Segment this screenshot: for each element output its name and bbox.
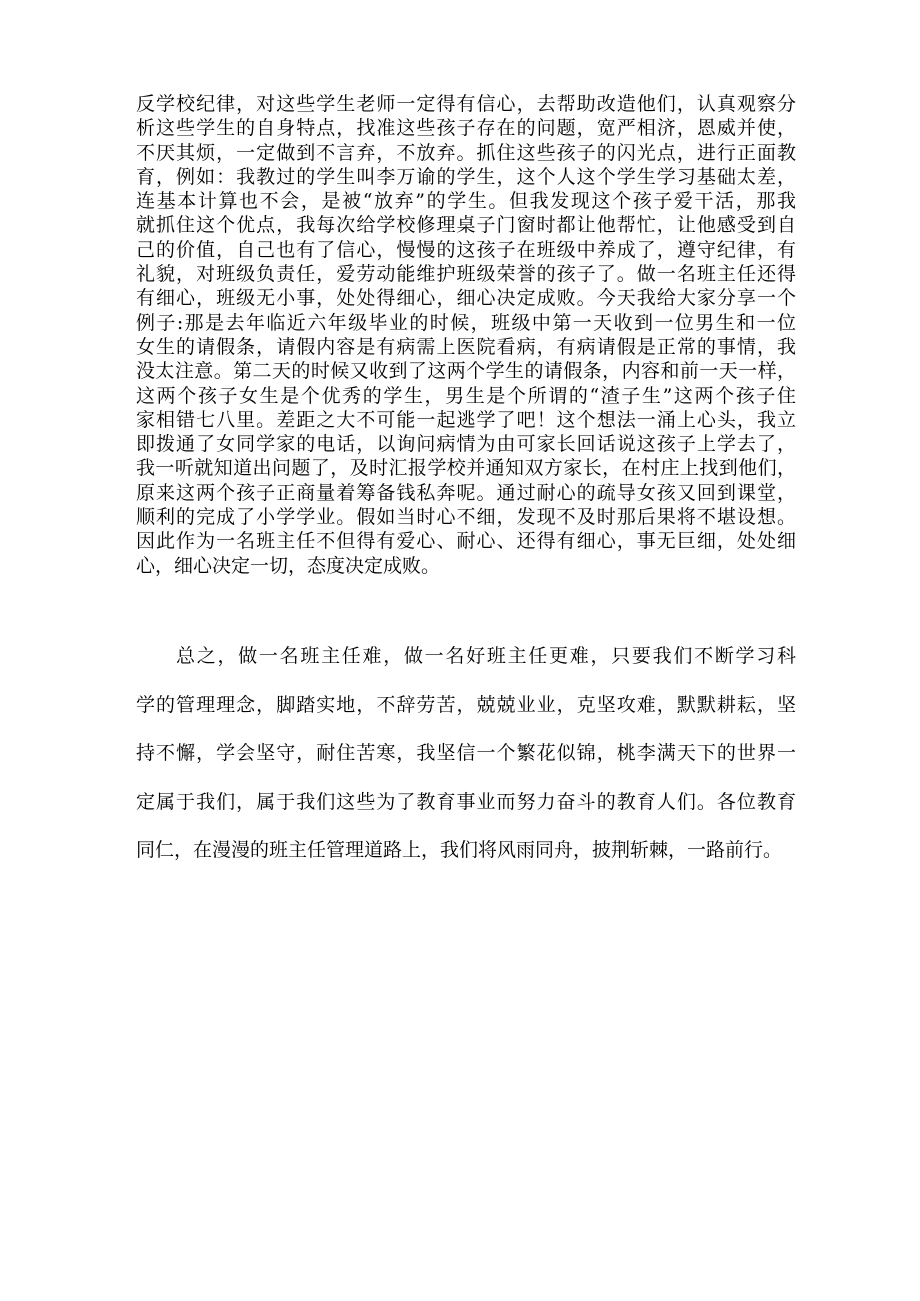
paragraph-1 [136, 92, 796, 578]
text-line: 就抓住这个优点，我每次给学校修理桌子门窗时都让他帮忙，让他感受到自 [136, 214, 796, 237]
text-line: 定属于我们，属于我们这些为了教育事业而努力奋斗的教育人们。各位教育 [136, 790, 796, 813]
text-line: 同仁，在漫漫的班主任管理道路上，我们将风雨同舟，披荆斩棘，一路前行。 [136, 839, 783, 861]
text-line: 己的价值，自己也有了信心，慢慢的这孩子在班级中养成了，遵守纪律，有 [136, 238, 796, 261]
text-line: 这两个孩子女生是个优秀的学生，男生是个所谓的“渣子生”这两个孩子住 [136, 384, 796, 407]
text-line: 持不懈，学会坚守，耐住苦寒，我坚信一个繁花似锦，桃李满天下的世界一 [136, 742, 796, 764]
text-line: 家相错七八里。差距之大不可能一起逃学了吧！这个想法一涌上心头，我立 [136, 408, 796, 431]
text-line: 原来这两个孩子正商量着筹备钱私奔呢。通过耐心的疏导女孩又回到课堂， [136, 481, 796, 504]
text-line: 总之，做一名班主任难，做一名好班主任更难，只要我们不断学习科 [176, 645, 796, 667]
text-line: 反学校纪律，对这些学生老师一定得有信心，去帮助改造他们，认真观察分 [136, 93, 796, 115]
text-line: 因此作为一名班主任不但得有爱心、耐心、还得有细心，事无巨细，处处细 [136, 530, 796, 553]
text-line: 学的管理理念，脚踏实地，不辞劳苦，兢兢业业，克坚攻难，默默耕耘，坚 [136, 693, 796, 716]
text-line: 心，细心决定一切，态度决定成败。 [136, 554, 441, 577]
text-line: 没太注意。第二天的时候又收到了这两个学生的请假条，内容和前一天一样， [136, 360, 796, 383]
text-line: 礼貌，对班级负责任，爱劳动能维护班级荣誉的孩子了。做一名班主任还得 [136, 263, 796, 286]
text-line: 析这些学生的自身特点，找准这些孩子存在的问题，宽严相济，恩威并使， [136, 117, 796, 140]
text-line: 例子:那是去年临近六年级毕业的时候，班级中第一天收到一位男生和一位 [136, 311, 796, 334]
text-line: 不厌其烦，一定做到不言弃，不放弃。抓住这些孩子的闪光点，进行正面教 [136, 141, 796, 164]
text-line: 女生的请假条，请假内容是有病需上医院看病，有病请假是正常的事情，我 [136, 335, 796, 358]
text-line: 顺利的完成了小学学业。假如当时心不细，发现不及时那后果将不堪设想。 [136, 506, 796, 529]
text-line: 连基本计算也不会，是被“放弃”的学生。但我发现这个孩子爱干活，那我 [136, 190, 796, 213]
text-line: 育，例如：我教过的学生叫李万谕的学生，这个人这个学生学习基础太差， [136, 165, 796, 188]
text-line: 即拨通了女同学家的电话，以询问病情为由可家长回话说这孩子上学去了， [136, 433, 796, 456]
text-line: 有细心，班级无小事，处处得细心，细心决定成败。今天我给大家分享一个 [136, 287, 796, 310]
paragraph-2 [136, 632, 796, 875]
text-line: 我一听就知道出问题了，及时汇报学校并通知双方家长，在村庄上找到他们， [136, 457, 796, 480]
